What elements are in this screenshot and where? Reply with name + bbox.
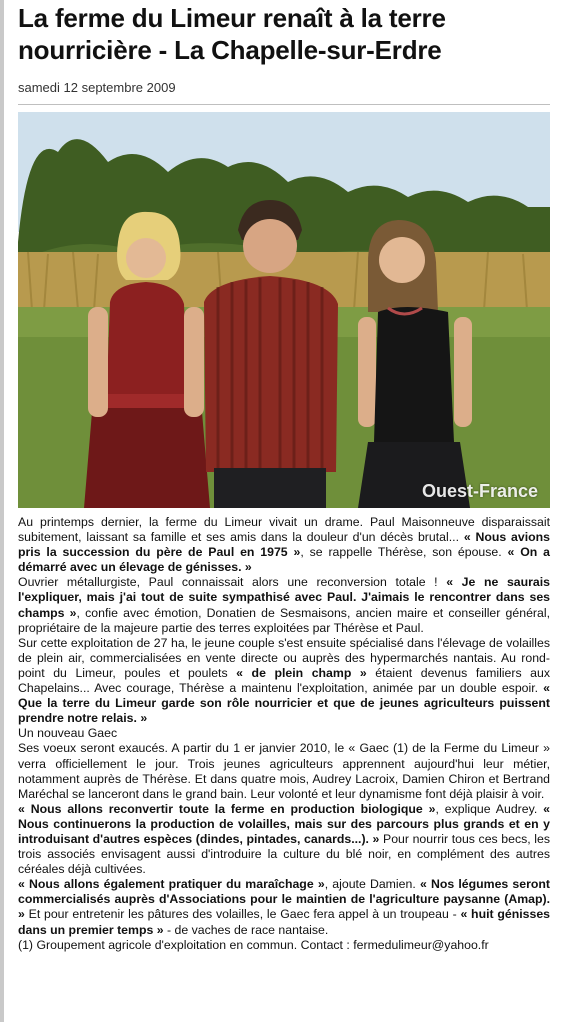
body-text: , ajoute Damien. [324, 877, 420, 892]
article-title: La ferme du Limeur renaît à la terre nourricière - La Chapelle-sur-Erdre [18, 3, 446, 65]
body-text: Ses voeux seront exaucés. A partir du 1 er janvier 2010, le « Gaec (1) de la Ferme du Limeur » verra officiellement le jour. Trois jeunes agriculteurs apprennent aujourd'hui leur métier, notamment auprès de Thérèse. Et dans quatre mois, Audrey Lacroix, Damien Chiron et Bertrand Maréchal se lanceront dans le grand bain. Leur volonté et leur dynamisme font déjà plaisir à voir. [18, 741, 550, 801]
photo-illustration [18, 112, 550, 508]
quote-text: « de plein champ » [236, 665, 367, 680]
body-text: Un nouveau Gaec [18, 726, 118, 741]
quote-text: « Que la terre du Limeur garde son rôle nourricier et que de jeunes agriculteurs puissent prendre notre relais. » [18, 681, 550, 726]
body-text: , confie avec émotion, Donatien de Sesmaisons, ancien maire et conseiller général, propriétaire de la majeure partie des terres exploitées par Thérèse et Paul. [18, 605, 550, 635]
quote-text: « huit génisses dans un premier temps » [18, 907, 550, 937]
body-text: (1) Groupement agricole d'exploitation en commun. Contact : fermedulimeur@yahoo.fr [18, 937, 489, 952]
body-text: Et pour entretenir les pâtures des volailles, le Gaec fera appel à un troupeau - [24, 907, 461, 922]
body-text: , explique Audrey. [435, 801, 544, 816]
quote-text: « Nous allons également pratiquer du maraîchage » [18, 877, 325, 892]
quote-text: « Nous avions pris la succession du père de Paul en 1975 » [18, 530, 550, 560]
article-paragraph [18, 575, 550, 635]
article-paragraph [18, 877, 550, 937]
body-text: , se rappelle Thérèse, son épouse. [300, 545, 508, 560]
divider [18, 104, 550, 105]
body-text: - de vaches de race nantaise. [163, 922, 329, 937]
article-photo [18, 112, 550, 508]
left-border [0, 0, 4, 1022]
body-text: Pour nourrir tous ces becs, les trois associés envisagent aussi d'introduire la culture du blé noir, en complément des autres céréales déjà cultivées. [18, 831, 550, 877]
article-paragraph [18, 802, 550, 877]
article-paragraph [18, 938, 550, 953]
article-paragraph [18, 636, 550, 727]
article-paragraph [18, 726, 550, 741]
body-text: Ouvrier métallurgiste, Paul connaissait alors une reconversion totale ! [18, 575, 447, 590]
photo-credit: Ouest-France [421, 481, 538, 501]
quote-text: « Nos légumes seront commercialisés auprès d'Associations pour le maintien de l'agriculture paysanne (Amap). » [18, 877, 551, 922]
article-paragraph [18, 741, 550, 801]
article-body [18, 515, 550, 953]
body-text: Au printemps dernier, la ferme du Limeur vivait un drame. Paul Maisonneuve disparaissait subitement, laissant sa famille et ses amis dans la douleur d'un décès brutal... [18, 515, 550, 545]
quote-text: « Nous continuerons la production de volailles, mais sur des parcours plus grands et en y introduisant d'autres espèces (dindes, pintades, canards...). » [18, 801, 550, 846]
article-date: samedi 12 septembre 2009 [18, 80, 176, 95]
quote-text: « Nous allons reconvertir toute la ferme en production biologique » [18, 801, 436, 816]
body-text: étaient devenus familiers aux Chapelains... Avec courage, Thérèse a maintenu l'exploitation, animée par un double espoir. [18, 665, 550, 696]
quote-text: « Je ne saurais l'expliquer, mais j'ai tout de suite sympathisé avec Paul. J'aimais le rencontrer dans ses champs » [18, 575, 551, 620]
article-paragraph [18, 515, 550, 575]
quote-text: « On a démarré avec un élevage de génisses. » [18, 545, 550, 575]
body-text: Sur cette exploitation de 27 ha, le jeune couple s'est ensuite spécialisé dans l'élevage de volailles de plein air, commercialisées en vente directe ou auprès des hypermarchés nantais. Au rond-point du Limeur, poules et poulets [18, 635, 550, 680]
